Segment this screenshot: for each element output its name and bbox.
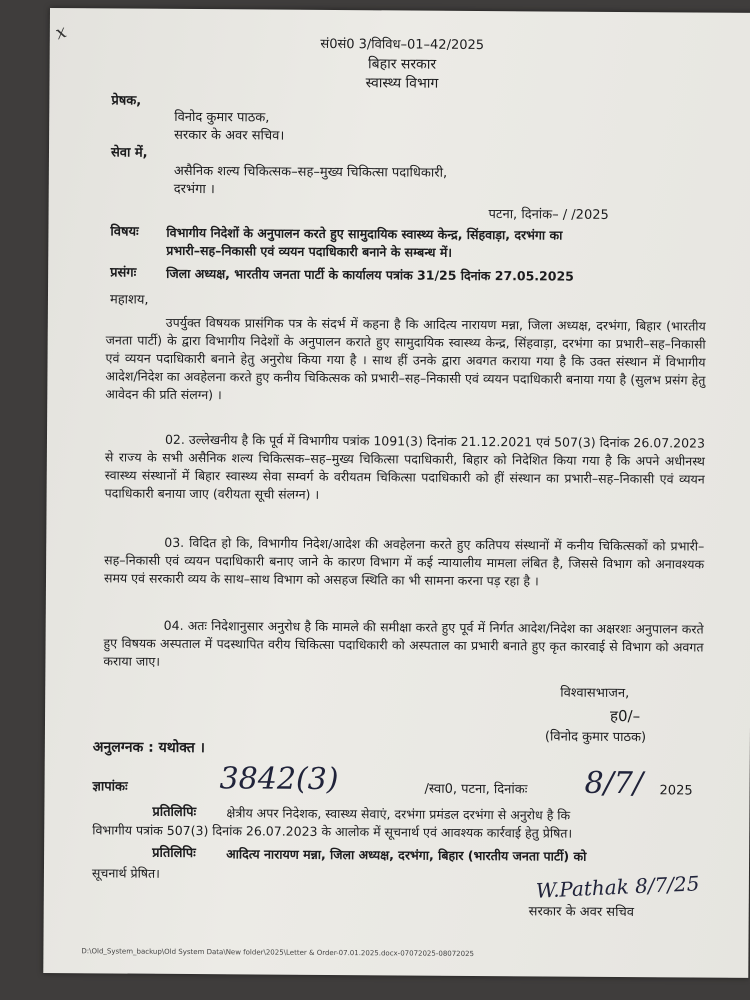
closing: विश्वासभाजन, bbox=[560, 685, 630, 702]
sender-designation: सरकार के अवर सचिव। bbox=[174, 127, 285, 144]
reference-number: सं0सं0 3/विविध–01–42/2025 bbox=[320, 36, 485, 54]
enclosure: अनुलग्नक : यथोक्त । bbox=[92, 739, 206, 757]
recipient-line2: दरभंगा । bbox=[173, 181, 215, 198]
signatory-name: (विनोद कुमार पाठक) bbox=[544, 729, 647, 746]
copy1-line1: क्षेत्रीय अपर निदेशक, स्वास्थ्य सेवाएं, दरभंगा प्रमंडल दरभंगा से अनुरोध है कि bbox=[226, 805, 571, 823]
memo-label: ज्ञापांकः bbox=[92, 779, 128, 795]
paragraph-4: 04. अतः निदेशानुसार अनुरोध है कि मामले की समीक्षा करते हुए पूर्व में निर्गत आदेश/निदेश का अक्षरशः अनुपालन करते हुए विषयक अस्पताल में पदस्थापित वरीय चिकित्सा पदाधिकारी को अस्पताल का प्रभारी बनाते हुए कृत कारवाई से विभाग को अवगत कराया जाए। bbox=[103, 617, 704, 669]
signatory-designation: सरकार के अवर सचिव bbox=[528, 904, 635, 921]
subject-line1: विभागीय निदेशों के अनुपालन करते हुए सामुदायिक स्वास्थ्य केन्द्र, सिंहवाड़ा, दरभंगा का bbox=[166, 224, 563, 243]
date-line: पटना, दिनांक– / /2025 bbox=[488, 207, 609, 223]
memo-year: 2025 bbox=[659, 783, 693, 799]
reference-text: जिला अध्यक्ष, भारतीय जनता पार्टी के कार्यालय पत्रांक 31/25 दिनांक 27.05.2025 bbox=[166, 265, 574, 284]
copy1-line2: विभागीय पत्रांक 507(3) दिनांक 26.07.2023 के आलोक में सूचनार्थ एवं आवश्यक कार्रवाई हेतु प्रेषित। bbox=[92, 822, 573, 841]
sender-label: प्रेषक, bbox=[111, 93, 142, 109]
memo-date-handwritten: 8/7/ bbox=[584, 765, 644, 802]
recipient-line1: असैनिक शल्य चिकित्सक–सह–मुख्य चिकित्सा पदाधिकारी, bbox=[173, 163, 448, 181]
paragraph-1: उपर्युक्त विषयक प्रासंगिक पत्र के संदर्भ में कहना है कि आदित्य नारायण मन्ना, जिला अध्यक्ष, दरभंगा, बिहार (भारतीय जनता पार्टी) के द्वारा विभागीय निदेशों के अनुपालन कराते हुए सामुदायिक स्वास्थ्य केन्द्र, सिंहवाड़ा, दरभंगा का प्रभारी–सह–निकासी एवं व्ययन पदाधिकारी बनाने हेतु अनुरोध किया गया है । साथ हीं उनके द्वारा अवगत कराया गया है कि उक्त संस्थान में विभागीय आदेश/निदेश का अवहेलना करते हुए कनीय चिकित्सक को प्रभारी–सह–निकासी एवं व्ययन पदाधिकारी बनाया गया है (सुलभ प्रसंग हेतु आवेदन की प्रति संलग्न) । bbox=[105, 314, 706, 403]
copy2-line1: आदित्य नारायण मन्ना, जिला अध्यक्ष, दरभंगा, बिहार (भारतीय जनता पार्टी) को bbox=[226, 846, 587, 864]
margin-mark: x bbox=[52, 20, 70, 45]
subject-line2: प्रभारी–सह–निकासी एवं व्ययन पदाधिकारी बनाने के सम्बन्ध में। bbox=[166, 242, 453, 260]
government-name: बिहार सरकार bbox=[367, 56, 437, 73]
paragraph-3: 03. विदित हो कि, विभागीय निदेश/आदेश की अवहेलना करते हुए कतिपय संस्थानों में कनीय चिकित्सकों को प्रभारी–सह–निकासी एवं व्ययन पदाधिकारी बनाए जाने के कारण विभाग में कई न्यायालीय मामला लंबित है, जिससे विभाग को अनावश्यक समय एवं सरकारी व्यय के साथ–साथ विभाग को असहज स्थिति का भी सामना करना पड़ रहा है । bbox=[103, 534, 705, 589]
sender-name: विनोद कुमार पाठक, bbox=[174, 109, 270, 126]
letter-page bbox=[43, 8, 750, 978]
handwritten-signature: W.Pathak 8/7/25 bbox=[535, 871, 700, 903]
department-name: स्वास्थ्य विभाग bbox=[365, 75, 439, 92]
memo-number-handwritten: 3842(3) bbox=[219, 761, 339, 798]
subject-label: विषयः bbox=[110, 224, 139, 240]
paragraph-2: 02. उल्लेखनीय है कि पूर्व में विभागीय पत्रांक 1091(3) दिनांक 21.12.2021 एवं 507(3) दिनांक 26.07.2023 से राज्य के सभी असैनिक शल्य चिकित्सक–सह–मुख्य चिकित्सा पदाधिकारी, बिहार को निदेशित किया गया है कि अपने अधीनस्थ स्वास्थ्य संस्थानों में बिहार स्वास्थ्य सेवा सम्वर्ग के वरीयतम चिकित्सा पदाधिकारी को हीं संस्थान का प्रभारी–सह–निकासी एवं व्ययन पदाधिकारी बनाया जाए (वरीयता सूची संलग्न) । bbox=[104, 431, 706, 502]
salutation: महाशय, bbox=[109, 292, 149, 308]
copy2-label: प्रतिलिपिः bbox=[152, 845, 196, 862]
reference-label: प्रसंगः bbox=[110, 265, 137, 281]
file-path: D:\Old_System_backup\Old System Data\New folder\2025\Letter & Order-07.01.2025.docx-07072025-08072025 bbox=[81, 947, 475, 958]
copy1-label: प्रतिलिपिः bbox=[152, 804, 197, 821]
copy2-line2: सूचनार्थ प्रेषित। bbox=[91, 865, 160, 881]
signed-mark: ह0/– bbox=[610, 706, 641, 726]
memo-place-date: /स्वा0, पटना, दिनांकः bbox=[424, 781, 528, 798]
recipient-label: सेवा में, bbox=[110, 145, 148, 161]
